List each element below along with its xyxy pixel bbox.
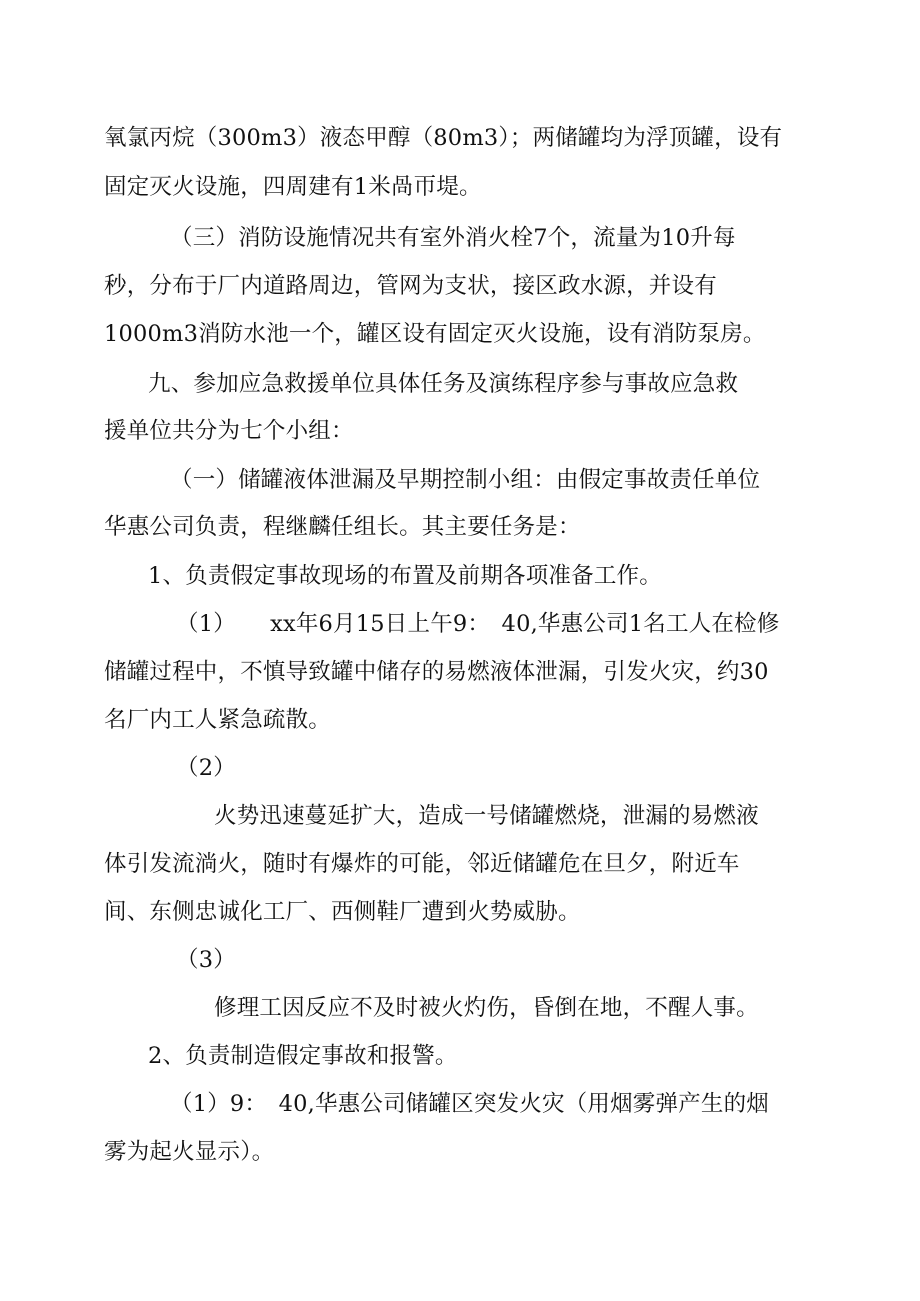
text-line-6: 九、参加应急救援单位具体任务及演练程序参与事故应急救 bbox=[148, 371, 739, 397]
text-line-13: 名厂内工人紧急疏散。 bbox=[104, 707, 332, 733]
text-line-22: 雾为起火显示）。 bbox=[104, 1139, 275, 1165]
text-line-4: 秒，分布于厂内道路周边，管网为支状，接区政水源，并设有 bbox=[104, 273, 717, 299]
text-line-15: 火势迅速蔓延扩大，造成一号储罐燃烧，泄漏的易燃液 bbox=[214, 803, 759, 829]
text-line-18: （3） bbox=[176, 947, 236, 973]
text-line-2: 固定灭火设施，四周建有1米咼帀堤。 bbox=[104, 174, 482, 200]
text-line-14: （2） bbox=[176, 755, 236, 781]
text-line-11: （1） xx年6月15日上午9： 40,华惠公司1名工人在检修 bbox=[176, 611, 780, 637]
text-line-17: 间、东侧忠诚化工厂、西侧鞋厂遭到火势威胁。 bbox=[104, 899, 581, 925]
text-line-20: 2、负责制造假定事故和报警。 bbox=[148, 1043, 458, 1069]
text-line-19: 修理工因反应不及时被火灼伤，昏倒在地，不醒人事。 bbox=[214, 995, 759, 1021]
text-line-8: （一）储罐液体泄漏及早期控制小组：由假定事故责任单位 bbox=[170, 467, 761, 493]
text-line-21: （1）9： 40,华惠公司储罐区突发火灾（用烟雾弹产生的烟 bbox=[170, 1091, 769, 1117]
text-line-16: 体引发流淌火，随时有爆炸的可能，邻近储罐危在旦夕，附近车 bbox=[104, 851, 740, 877]
text-line-10: 1、负责假定事故现场的布置及前期各项准备工作。 bbox=[148, 563, 662, 589]
text-line-9: 华惠公司负责，程继麟任组长。其主要任务是： bbox=[104, 514, 581, 540]
text-line-12: 储罐过程中，不慎导致罐中储存的易燃液体泄漏，引发火灾，约30 bbox=[104, 659, 769, 685]
text-line-7: 援单位共分为七个小组： bbox=[104, 418, 354, 444]
text-line-1: 氧氯丙烷（300m3）液态甲醇（80m3）；两储罐均为浮顶罐，设有 bbox=[104, 125, 783, 151]
text-line-3: （三）消防设施情况共有室外消火栓7个，流量为10升每 bbox=[170, 225, 736, 251]
text-line-5: 1000m3消防水池一个，罐区设有固定灭火设施，设有消防泵房。 bbox=[104, 321, 766, 347]
